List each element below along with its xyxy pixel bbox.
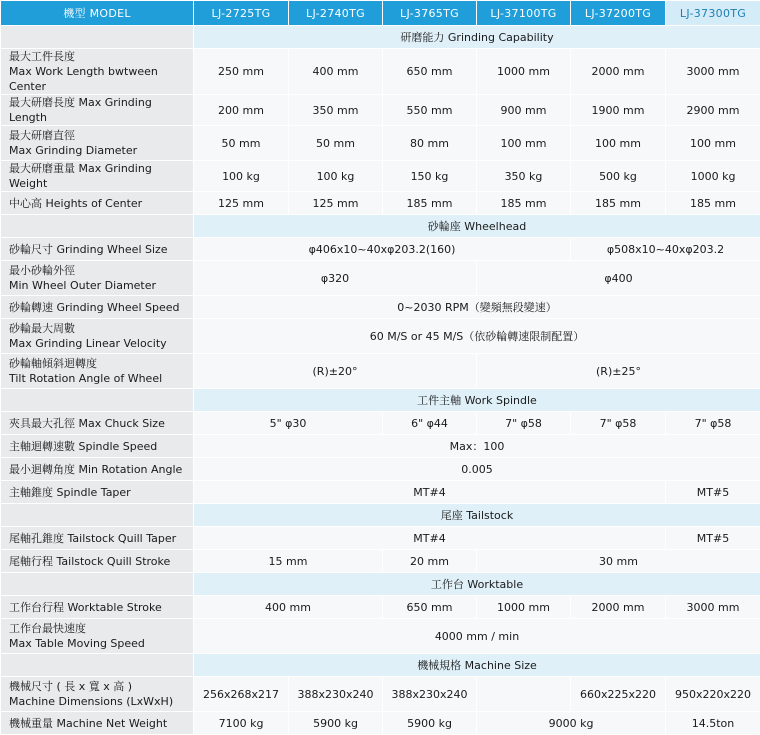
row-label: 尾軸行程 Tailstock Quill Stroke bbox=[1, 550, 194, 573]
header-lj-37100tg: LJ-37100TG bbox=[477, 1, 571, 26]
row-label: 夾具最大孔徑 Max Chuck Size bbox=[1, 412, 194, 435]
label-zh: 工作台最快速度 bbox=[9, 621, 193, 636]
header-lj-3765tg: LJ-3765TG bbox=[383, 1, 477, 26]
section-grinding: 研磨能力 Grinding Capability bbox=[194, 26, 760, 49]
row-label: 工作台行程 Worktable Stroke bbox=[1, 596, 194, 619]
cell: 100 mm bbox=[666, 126, 760, 161]
label-zh: 最大研磨直徑 bbox=[9, 128, 193, 143]
section-spacer bbox=[1, 215, 194, 238]
cell: 100 kg bbox=[289, 161, 383, 192]
cell: 30 mm bbox=[477, 550, 760, 573]
row-max-grinding-weight bbox=[1, 161, 760, 192]
row-wheel-size bbox=[1, 238, 760, 261]
row-spindle-speed bbox=[1, 435, 760, 458]
cell: 185 mm bbox=[477, 192, 571, 215]
cell: 9000 kg bbox=[477, 712, 666, 735]
cell: 5900 kg bbox=[289, 712, 383, 735]
label-en: Max Work Length bwtween Center bbox=[9, 64, 193, 94]
section-row-spindle bbox=[1, 389, 760, 412]
cell: MT#5 bbox=[666, 527, 760, 550]
cell: φ320 bbox=[194, 261, 477, 296]
row-label: 最大研磨長度 Max Grinding Length bbox=[1, 95, 194, 126]
label-zh: 最大工件長度 bbox=[9, 49, 193, 64]
label-zh: 砂輪軸傾斜迴轉度 bbox=[9, 356, 193, 371]
cell: 100 mm bbox=[571, 126, 666, 161]
row-label bbox=[1, 49, 194, 95]
cell: 150 kg bbox=[383, 161, 477, 192]
row-label: 最大研磨重量 Max Grinding Weight bbox=[1, 161, 194, 192]
cell: 100 kg bbox=[194, 161, 289, 192]
cell: 2000 mm bbox=[571, 596, 666, 619]
cell: 1900 mm bbox=[571, 95, 666, 126]
cell: 7100 kg bbox=[194, 712, 289, 735]
row-tilt-rotation bbox=[1, 354, 760, 389]
row-max-work-length bbox=[1, 49, 760, 95]
cell: 3000 mm bbox=[666, 596, 760, 619]
cell: 388x230x240 bbox=[289, 677, 383, 712]
section-row-tailstock bbox=[1, 504, 760, 527]
cell: 660x225x220 bbox=[571, 677, 666, 712]
section-wheelhead: 砂輪座 Wheelhead bbox=[194, 215, 760, 238]
row-label bbox=[1, 619, 194, 654]
row-worktable-stroke bbox=[1, 596, 760, 619]
row-spindle-taper bbox=[1, 481, 760, 504]
row-label: 中心高 Heights of Center bbox=[1, 192, 194, 215]
header-lj-37200tg: LJ-37200TG bbox=[571, 1, 666, 26]
label-zh: 砂輪最大周數 bbox=[9, 321, 193, 336]
row-heights-of-center bbox=[1, 192, 760, 215]
cell: 100 mm bbox=[477, 126, 571, 161]
row-label: 主軸錐度 Spindle Taper bbox=[1, 481, 194, 504]
cell: 256x268x217 bbox=[194, 677, 289, 712]
cell: 900 mm bbox=[477, 95, 571, 126]
row-chuck-size bbox=[1, 412, 760, 435]
section-spacer bbox=[1, 573, 194, 596]
cell: φ508x10~40xφ203.2 bbox=[571, 238, 760, 261]
cell: 6" φ44 bbox=[383, 412, 477, 435]
section-machine: 機械規格 Machine Size bbox=[194, 654, 760, 677]
section-worktable: 工作台 Worktable bbox=[194, 573, 760, 596]
row-label: 機械重量 Machine Net Weight bbox=[1, 712, 194, 735]
cell bbox=[477, 677, 571, 712]
cell: 60 M/S or 45 M/S（依砂輪轉速限制配置） bbox=[194, 319, 760, 354]
cell: 650 mm bbox=[383, 49, 477, 95]
label-en: Machine Dimensions (LxWxH) bbox=[9, 694, 193, 709]
row-label bbox=[1, 319, 194, 354]
cell: 388x230x240 bbox=[383, 677, 477, 712]
cell: MT#5 bbox=[666, 481, 760, 504]
section-row-wheelhead bbox=[1, 215, 760, 238]
cell: 80 mm bbox=[383, 126, 477, 161]
row-label: 尾軸孔錐度 Tailstock Quill Taper bbox=[1, 527, 194, 550]
cell: 400 mm bbox=[289, 49, 383, 95]
row-label bbox=[1, 677, 194, 712]
header-row bbox=[1, 1, 760, 26]
cell: (R)±20° bbox=[194, 354, 477, 389]
cell: 250 mm bbox=[194, 49, 289, 95]
header-lj-2740tg: LJ-2740TG bbox=[289, 1, 383, 26]
cell: 0.005 bbox=[194, 458, 760, 481]
cell: 350 kg bbox=[477, 161, 571, 192]
section-spacer bbox=[1, 654, 194, 677]
row-min-rotation-angle bbox=[1, 458, 760, 481]
cell: MT#4 bbox=[194, 527, 666, 550]
section-spacer bbox=[1, 389, 194, 412]
cell: 5900 kg bbox=[383, 712, 477, 735]
cell: 650 mm bbox=[383, 596, 477, 619]
cell: 2000 mm bbox=[571, 49, 666, 95]
cell: 15 mm bbox=[194, 550, 383, 573]
cell: Max：100 bbox=[194, 435, 760, 458]
label-en: Tilt Rotation Angle of Wheel bbox=[9, 371, 193, 386]
section-spacer bbox=[1, 504, 194, 527]
cell: 20 mm bbox=[383, 550, 477, 573]
section-row-grinding bbox=[1, 26, 760, 49]
section-row-machine bbox=[1, 654, 760, 677]
row-label: 砂輪尺寸 Grinding Wheel Size bbox=[1, 238, 194, 261]
row-machine-dimensions bbox=[1, 677, 760, 712]
row-label bbox=[1, 261, 194, 296]
cell: MT#4 bbox=[194, 481, 666, 504]
cell: 0~2030 RPM（變頻無段變速） bbox=[194, 296, 760, 319]
row-wheel-outer-diameter bbox=[1, 261, 760, 296]
row-label: 主軸迴轉速數 Spindle Speed bbox=[1, 435, 194, 458]
cell: 125 mm bbox=[289, 192, 383, 215]
section-row-worktable bbox=[1, 573, 760, 596]
cell: 50 mm bbox=[289, 126, 383, 161]
cell: 7" φ58 bbox=[571, 412, 666, 435]
label-en: Min Wheel Outer Diameter bbox=[9, 278, 193, 293]
section-tailstock: 尾座 Tailstock bbox=[194, 504, 760, 527]
cell: φ406x10~40xφ203.2(160) bbox=[194, 238, 571, 261]
cell: 400 mm bbox=[194, 596, 383, 619]
cell: 1000 mm bbox=[477, 596, 571, 619]
cell: 2900 mm bbox=[666, 95, 760, 126]
label-en: Max Grinding Linear Velocity bbox=[9, 336, 193, 351]
row-quill-stroke bbox=[1, 550, 760, 573]
cell: 5" φ30 bbox=[194, 412, 383, 435]
cell: (R)±25° bbox=[477, 354, 760, 389]
cell: 7" φ58 bbox=[666, 412, 760, 435]
section-spacer bbox=[1, 26, 194, 49]
section-spindle: 工件主軸 Work Spindle bbox=[194, 389, 760, 412]
cell: 3000 mm bbox=[666, 49, 760, 95]
label-en: Max Grinding Diameter bbox=[9, 143, 193, 158]
row-max-grinding-diameter bbox=[1, 126, 760, 161]
cell: 1000 mm bbox=[477, 49, 571, 95]
row-quill-taper bbox=[1, 527, 760, 550]
cell: 185 mm bbox=[571, 192, 666, 215]
row-linear-velocity bbox=[1, 319, 760, 354]
cell: 14.5ton bbox=[666, 712, 760, 735]
cell: 7" φ58 bbox=[477, 412, 571, 435]
row-label: 砂輪轉速 Grinding Wheel Speed bbox=[1, 296, 194, 319]
header-model: 機型 MODEL bbox=[1, 1, 194, 26]
cell: 950x220x220 bbox=[666, 677, 760, 712]
header-lj-2725tg: LJ-2725TG bbox=[194, 1, 289, 26]
row-label: 最小迴轉角度 Min Rotation Angle bbox=[1, 458, 194, 481]
cell: φ400 bbox=[477, 261, 760, 296]
row-table-moving-speed bbox=[1, 619, 760, 654]
row-wheel-speed bbox=[1, 296, 760, 319]
cell: 185 mm bbox=[666, 192, 760, 215]
row-label bbox=[1, 126, 194, 161]
cell: 1000 kg bbox=[666, 161, 760, 192]
row-label bbox=[1, 354, 194, 389]
label-en: Max Table Moving Speed bbox=[9, 636, 193, 651]
cell: 50 mm bbox=[194, 126, 289, 161]
cell: 550 mm bbox=[383, 95, 477, 126]
row-net-weight bbox=[1, 712, 760, 735]
cell: 125 mm bbox=[194, 192, 289, 215]
label-zh: 最小砂輪外徑 bbox=[9, 263, 193, 278]
cell: 4000 mm / min bbox=[194, 619, 760, 654]
label-zh: 機械尺寸 ( 長 x 寬 x 高 ) bbox=[9, 679, 193, 694]
cell: 350 mm bbox=[289, 95, 383, 126]
cell: 185 mm bbox=[383, 192, 477, 215]
cell: 500 kg bbox=[571, 161, 666, 192]
cell: 200 mm bbox=[194, 95, 289, 126]
row-max-grinding-length bbox=[1, 95, 760, 126]
header-lj-37300tg: LJ-37300TG bbox=[666, 1, 760, 26]
